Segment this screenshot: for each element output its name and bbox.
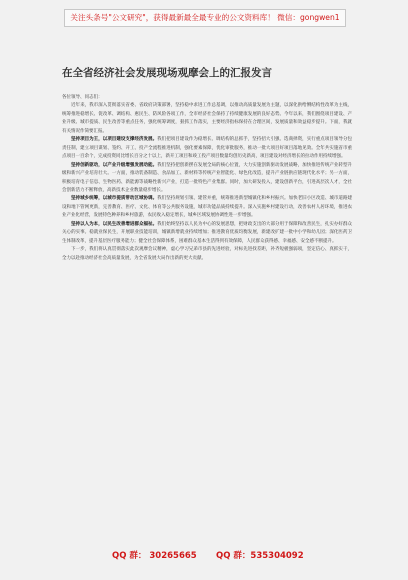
document-page [0, 34, 408, 546]
body-paragraph [62, 221, 352, 246]
qq-group-2: QQ 群：535304092 [216, 551, 304, 561]
paragraph-list [62, 102, 352, 263]
paragraph-heading: 坚持以人为本，以民生改善增进群众福祉。 [71, 221, 158, 227]
qq-group-1: QQ 群： 30265665 [112, 551, 197, 561]
paragraph-text: 我们坚持把创新摆在发展全局的核心位置，大力实施创新驱动发展战略，加快推进传统产业转型升级和新兴产业培育壮大。一方面，推动装备制造、食品加工、新材料等传统产业智能化、绿色化改造，提升产业链供应链现代化水平；另一方面，积极培育电子信息、生物医药、新能源等战略性新兴产业，打造一批特色产业集群。同时，加大研发投入，建设创新平台，引进高层次人才，全社会创新活力不断释放，高新技术企业数量稳步增长。 [62, 162, 352, 193]
paragraph-heading: 坚持项目为王，以项目建设支撑经济发展。 [71, 137, 158, 143]
paragraph-heading: 坚持城乡统筹，以城市提质带动区域协调。 [71, 196, 158, 202]
document-title: 在全省经济社会发展现场观摩会上的汇报发言 [62, 67, 272, 79]
body-paragraph [62, 195, 352, 220]
paragraph-text: 我们把项目建设作为稳增长、调结构的总抓手，坚持招大引强、选商择资，实行重点项目领导分包责任制，建立项目谋划、签约、开工、投产全流程推进机制，强化要素保障，优化审批服务，推动一批大项目好项目落地见效。全年共实施省市重点项目一百余个，完成投资同比增长百分之十以上，新开工项目和竣工投产项目数量均创历史新高，项目建设对经济增长的拉动作用持续增强。 [62, 137, 352, 160]
body-paragraph [62, 246, 352, 263]
document-body [62, 94, 352, 263]
contact-footer [0, 548, 408, 564]
body-paragraph [62, 162, 352, 196]
paragraph-text: 下一步，我们将认真贯彻落实此次观摩会议精神，虚心学习兄弟市县的先进经验，对标先进找差距，补齐短板强弱项，坚定信心、真抓实干，全力以赴推动经济社会高质量发展，为全省发展大局作出新的更大贡献。 [62, 247, 352, 261]
body-paragraph [62, 136, 352, 161]
paragraph-text: 近年来，我市深入贯彻落实省委、省政府决策部署，坚持稳中求进工作总基调，以推动高质量发展为主题，以深化供给侧结构性改革为主线，统筹推进稳增长、促改革、调结构、惠民生、防风险各项工作，全市经济社会保持了持续健康发展的良好态势。今年以来，我们围绕项目建设、产业升级、城市提质、民生改善等重点任务，强化统筹调度，狠抓工作落实，主要经济指标保持在合理区间，发展质量和效益稳步提升。下面，我就有关情况作简要汇报。 [62, 103, 352, 134]
promo-banner: 关注头条号"公文研究"，获得最新最全最专业的公文资料库！ 微信：gongwen1 [64, 9, 346, 27]
salutation: 各位领导、同志们： [62, 95, 103, 100]
paragraph-text: 我们始终坚持以人民为中心的发展思想，把财政支出的大部分用于保障和改善民生，扎实办好群众关心的实事。稳就业保民生，开展职业技能培训，城镇新增就业持续增加；推进教育优质均衡发展，新建改扩建一批中小学和幼儿园；深化医药卫生体制改革，提升基层医疗服务能力；健全社会保障体系，困难群众基本生活得到有效保障，人民群众获得感、幸福感、安全感不断提升。 [62, 221, 352, 244]
paragraph-heading: 坚持创新驱动，以产业升级增强发展动能。 [71, 162, 158, 168]
paragraph-text: 我们坚持规划引领、建管并重，统筹推进新型城镇化和乡村振兴。加快老旧小区改造、城市道路建设和地下管网更新，完善教育、医疗、文化、体育等公共服务设施，城市功能品质持续提升。深入实施乡村建设行动，改善农村人居环境，推进农业产业化经营，发展特色种养和乡村旅游，农民收入稳定增长，城乡区域发展协调性进一步增强。 [62, 196, 352, 219]
body-paragraph [62, 102, 352, 136]
